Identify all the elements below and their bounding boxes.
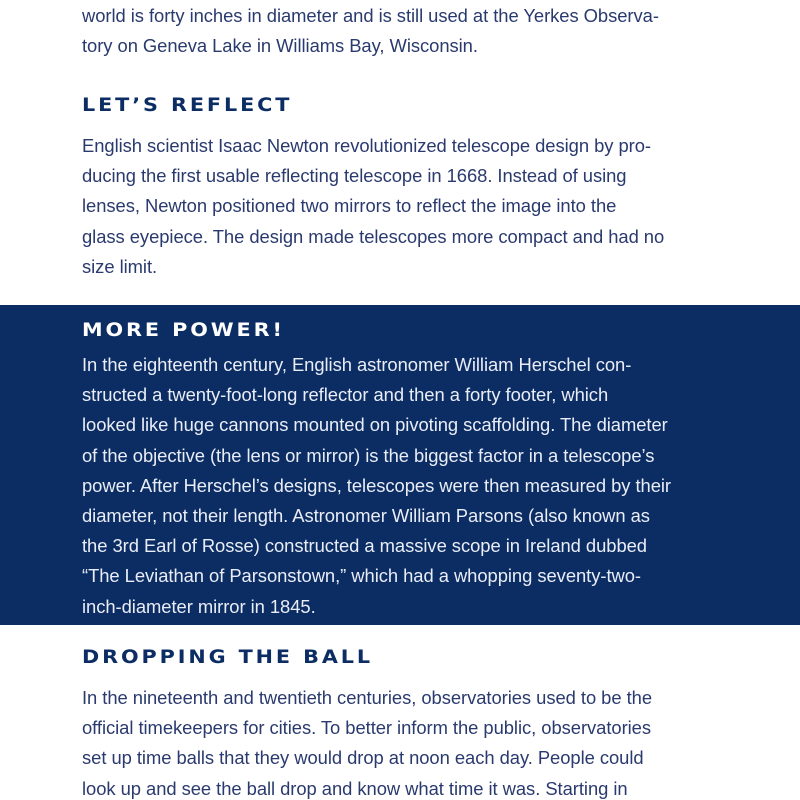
text-line: the 3rd Earl of Rosse) constructed a massive scope in Ireland dubbed — [82, 535, 647, 557]
text-line: English scientist Isaac Newton revolutionized telescope design by pro- — [82, 135, 651, 156]
power-section — [0, 305, 800, 625]
intro-section — [0, 0, 800, 70]
section-heading-reflect: LET’S REFLECT — [82, 95, 293, 116]
text-line: looked like huge cannons mounted on pivoting scaffolding. The diameter — [82, 414, 668, 436]
text-line: size limit. — [82, 255, 158, 277]
text-line: structed a twenty-foot-long reflector and then a forty footer, which — [82, 384, 609, 406]
text-line: lenses, Newton positioned two mirrors to reflect the image into the — [82, 195, 617, 217]
text-line: look up and see the ball drop and know what time it was. Starting in — [82, 777, 628, 799]
power-paragraph — [82, 350, 704, 622]
section-heading-ball: DROPPING THE BALL — [82, 647, 374, 668]
text-line: set up time balls that they would drop at noon each day. People could — [82, 747, 644, 769]
text-line: tory on Geneva Lake in Williams Bay, Wisconsin. — [82, 35, 478, 57]
section-heading-power: MORE POWER! — [82, 320, 285, 341]
reflect-section — [0, 94, 800, 282]
text-line: “The Leviathan of Parsonstown,” which had a whopping seventy-two- — [82, 565, 641, 587]
intro-paragraph — [82, 1, 704, 61]
text-line: inch-diameter mirror in 1845. — [82, 595, 316, 617]
ball-section — [0, 646, 800, 800]
text-line: power. After Herschel’s designs, telescopes were then measured by their — [82, 474, 672, 496]
ball-paragraph — [82, 683, 704, 800]
text-line: glass eyepiece. The design made telescopes more compact and had no — [82, 225, 665, 247]
text-line: world is forty inches in diameter and is still used at the Yerkes Observa- — [82, 5, 659, 26]
text-line: of the objective (the lens or mirror) is the biggest factor in a telescope’s — [82, 444, 655, 466]
text-line: In the nineteenth and twentieth centuries, observatories used to be the — [82, 687, 653, 708]
reflect-paragraph — [82, 131, 704, 282]
text-line: diameter, not their length. Astronomer William Parsons (also known as — [82, 505, 650, 527]
text-line: ducing the first usable reflecting telescope in 1668. Instead of using — [82, 165, 627, 187]
text-line: official timekeepers for cities. To better inform the public, observatories — [82, 717, 652, 739]
text-line: In the eighteenth century, English astronomer William Herschel con- — [82, 354, 632, 375]
